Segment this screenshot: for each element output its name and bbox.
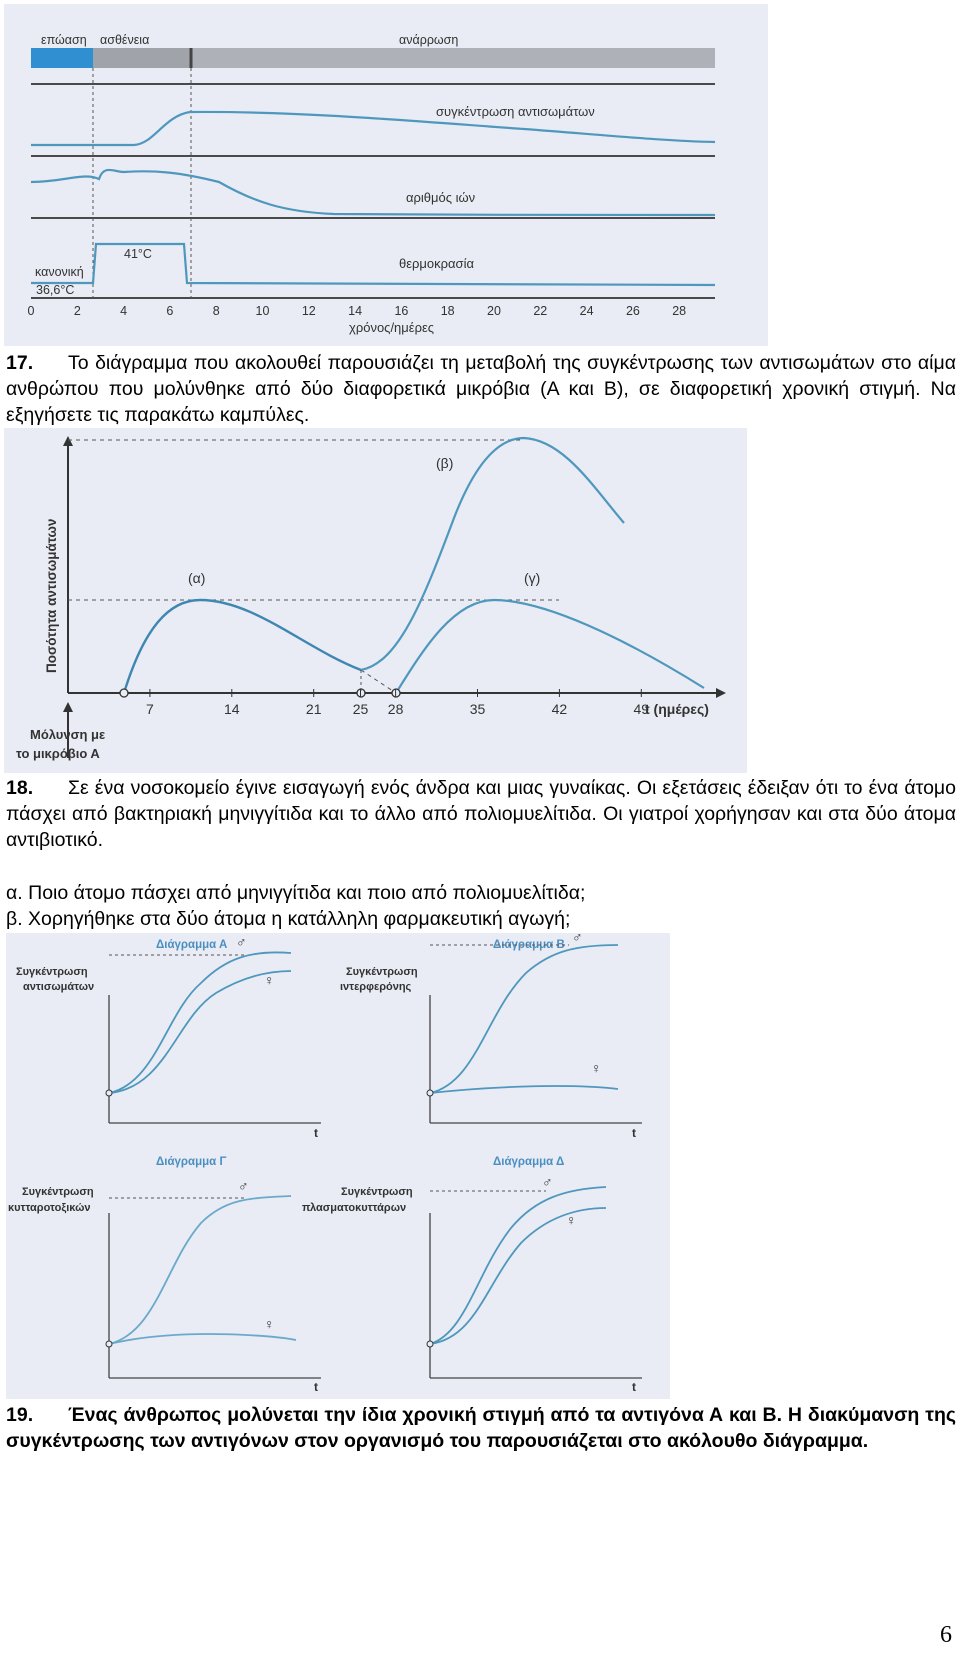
x-tick-label: 24 [579, 304, 594, 318]
panel-c-title: Διάγραμμα Γ [156, 1156, 227, 1168]
panel-a-ylabel-2: αντισωμάτων [23, 981, 95, 993]
virus-count-curve [31, 170, 715, 215]
curve-beta [361, 438, 624, 670]
panel-b-female-curve [430, 1086, 618, 1093]
question-19-text: Ένας άνθρωπος μολύνεται την ίδια χρονική στιγμή από τα αντιγόνα Α και Β. Η διακύμανση της συγκέντρωσης των αντιγόνων στον οργανισμό του παρουσιάζεται στο ακόλουθο διάγραμμα. [6, 1404, 956, 1452]
page-number: 6 [940, 1622, 952, 1648]
question-18-number: 18. [6, 777, 34, 799]
panel-d-male-icon: ♂ [542, 1174, 553, 1190]
x-tick-label: 42 [551, 701, 568, 717]
panel-d-title: Διάγραμμα Δ [493, 1156, 565, 1168]
question-18-sub-b: β. Χορηγήθηκε στα δύο άτομα η κατάλληλη φαρμακευτική αγωγή; [6, 908, 571, 930]
panel-b-ylabel-2: ιντερφερόνης [340, 981, 412, 993]
question-18-sub-a: α. Ποιο άτομο πάσχει από μηνιγγίτιδα και ποιο από πολιομυελίτιδα; [6, 882, 586, 904]
curve-alpha [124, 600, 361, 693]
x-tick-label: 14 [224, 701, 240, 717]
antibody-curve [31, 112, 715, 145]
panel-a-t-label: t [314, 1126, 318, 1140]
infection-label-line1: Μόλυνση με [30, 727, 106, 742]
x-tick-label: 6 [166, 304, 174, 318]
y-axis-title: Ποσότητα αντισωμάτων [44, 518, 59, 673]
panel-d [302, 1156, 642, 1394]
question-17-text: Το διάγραμμα που ακολουθεί παρουσιάζει τη μεταβολή της συγκέντρωσης των αντισωμάτων στο αίμα ανθρώπου που μολύνθηκε από δύο διαφορετικά μικρόβια (Α και Β), σε διαφορετική χρονική στιγμή. Να εξηγήσετε τις παρακάτω καμπύλες. [6, 352, 956, 426]
x-tick-label: 28 [672, 304, 687, 318]
panel-b-male-curve [430, 945, 618, 1093]
question-18-text: Σε ένα νοσοκομείο έγινε εισαγωγή ενός άνδρα και μιας γυναίκας. Οι εξετάσεις έδειξαν ότι το ένα άτομο πάσχει από βακτηριακή μηνιγγίτιδα και το άλλο από πολιομυελίτιδα. Οι γιατροί χορήγησαν και στα δύο άτομα αντιβιοτικό. [6, 777, 956, 851]
label-virus-count: αριθμός ιών [406, 190, 476, 205]
phase-incubation-bar [31, 48, 93, 68]
question-18 [6, 775, 956, 853]
x-tick-label: 12 [301, 304, 316, 318]
panel-a-title: Διάγραμμα Α [156, 939, 228, 951]
panel-d-ylabel-1: Συγκέντρωση [341, 1186, 413, 1198]
x-tick-label: 8 [212, 304, 220, 318]
x-axis-title: χρόνος/ημέρες [349, 320, 435, 335]
x-tick-label: 28 [387, 701, 404, 717]
panel-a [16, 934, 321, 1140]
panel-a-female-icon: ♀ [264, 972, 275, 988]
x-tick-label: 4 [120, 304, 128, 318]
panel-d-t-label: t [632, 1380, 636, 1394]
phase-label-incubation: επώαση [41, 33, 87, 47]
x-tick-label: 14 [348, 304, 363, 318]
panel-c-t-label: t [314, 1380, 318, 1394]
label-temp-normal: κανονική [35, 265, 84, 279]
x-tick-label: 2 [73, 304, 81, 318]
phase-recovery-bar [191, 48, 715, 68]
label-temp-peak: 41°C [124, 247, 152, 261]
panel-b [340, 933, 642, 1140]
question-19 [6, 1402, 956, 1454]
x-tick-label: 21 [305, 701, 322, 717]
panel-b-ylabel-1: Συγκέντρωση [346, 966, 418, 978]
panel-a-male-icon: ♂ [236, 934, 247, 950]
figure-antibody-response [4, 428, 747, 773]
label-beta: (β) [436, 455, 454, 471]
question-19-number: 19. [6, 1404, 34, 1426]
question-17 [6, 350, 956, 428]
label-antibodies: συγκέντρωση αντισωμάτων [436, 104, 595, 119]
figure-sex-response-panels [6, 933, 670, 1399]
panel-c-male-icon: ♂ [238, 1178, 249, 1194]
x-tick-label: 16 [394, 304, 409, 318]
panel-c [8, 1156, 321, 1394]
x-tick-label: 7 [146, 701, 154, 717]
panel-c-female-icon: ♀ [264, 1316, 275, 1332]
phase-label-illness: ασθένεια [100, 33, 150, 47]
figure-disease-timeline [4, 4, 768, 346]
x-tick-label: 20 [487, 304, 501, 318]
x-axis-ticks [28, 304, 687, 318]
x-tick-label: 18 [440, 304, 455, 318]
panel-b-t-label: t [632, 1126, 636, 1140]
label-alpha: (α) [188, 570, 206, 586]
phase-illness-bar [93, 48, 191, 68]
panel-a-female-curve [109, 971, 291, 1093]
x-tick-label: 26 [625, 304, 640, 318]
x-axis-title: t (ημέρες) [645, 701, 709, 717]
phase-label-recovery: ανάρρωση [399, 33, 459, 47]
panel-d-ylabel-2: πλασματοκυττάρων [302, 1202, 407, 1214]
question-17-number: 17. [6, 352, 34, 374]
panel-c-ylabel-1: Συγκέντρωση [22, 1186, 94, 1198]
curve-gamma [396, 600, 704, 693]
label-temp-normal-value: 36,6°C [36, 283, 75, 297]
panel-c-ylabel-2: κυτταροτοξικών [8, 1202, 91, 1214]
panel-b-male-icon: ♂ [572, 933, 583, 945]
panel-a-ylabel-1: Συγκέντρωση [16, 966, 88, 978]
panel-b-title: Διάγραμμα Β [493, 939, 565, 951]
x-tick-label: 0 [27, 304, 35, 318]
label-gamma: (γ) [524, 570, 541, 586]
panel-d-female-icon: ♀ [566, 1212, 577, 1228]
x-tick-label: 22 [533, 304, 548, 318]
infection-label-line2: το μικρόβιο Α [16, 746, 100, 761]
x-tick-label: 35 [469, 701, 486, 717]
x-tick-label: 25 [352, 701, 369, 717]
x-tick-label: 10 [255, 304, 270, 318]
x-tick-label: 49 [633, 701, 650, 717]
label-temperature: θερμοκρασία [399, 256, 474, 271]
panel-c-female-curve [109, 1334, 296, 1344]
panel-b-female-icon: ♀ [591, 1060, 602, 1076]
